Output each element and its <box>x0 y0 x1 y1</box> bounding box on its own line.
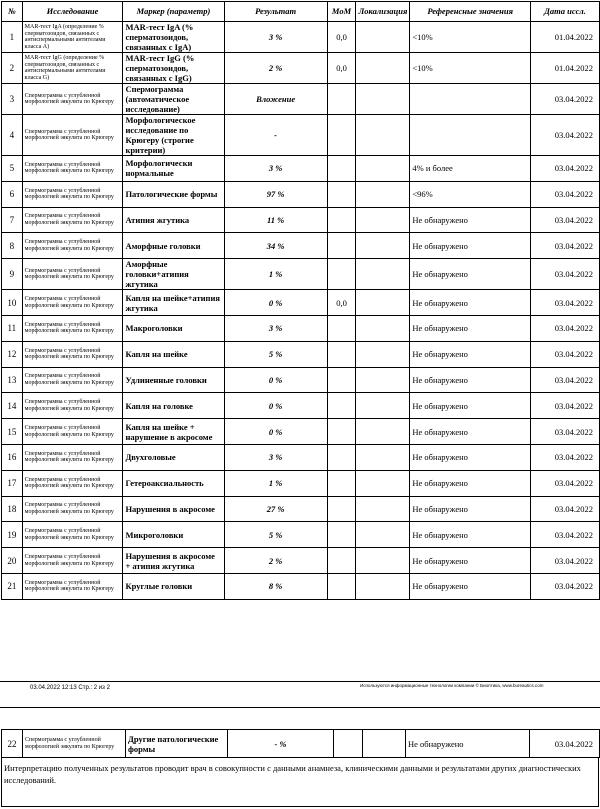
row-number: 12 <box>2 341 23 367</box>
row-study: Спермограмма с углубленной морфологией эякулята по Крюгеру <box>22 496 123 522</box>
row-reference: Не обнаружено <box>406 730 530 758</box>
header-result: Результат <box>224 2 327 22</box>
row-localization <box>356 84 410 115</box>
row-mom <box>327 419 356 445</box>
row-result: 0 % <box>224 290 327 316</box>
table-row <box>2 522 600 548</box>
row-localization <box>356 444 410 470</box>
row-study: Спермограмма с углубленной морфологией эякулята по Крюгеру <box>22 233 123 259</box>
interpretation-note: Интерпретацию полученных результатов проводит врач в совокупности с данными анамнеза, клиническими данными и результатами других диагностических исследований. <box>1 757 599 807</box>
row-localization <box>356 259 410 290</box>
row-marker: MAR-тест IgA (% сперматозоидов, связанных с IgA) <box>123 22 224 53</box>
table-row <box>2 290 600 316</box>
row-number: 9 <box>2 259 23 290</box>
row-study: Спермограмма с углубленной морфологией эякулята по Крюгеру <box>22 115 123 156</box>
row-result: 0 % <box>224 393 327 419</box>
row-result: 3 % <box>224 156 327 182</box>
table-row <box>2 548 600 574</box>
row-marker: Макроголовки <box>123 315 224 341</box>
row-result: - % <box>228 730 334 758</box>
row-result: 3 % <box>224 444 327 470</box>
row-number: 14 <box>2 393 23 419</box>
row-marker: Патологические формы <box>123 181 224 207</box>
row-result: 27 % <box>224 496 327 522</box>
row-reference: Не обнаружено <box>410 444 531 470</box>
row-mom <box>327 470 356 496</box>
row-mom <box>327 496 356 522</box>
row-marker: Атипия жгутика <box>123 207 224 233</box>
header-localization: Локализация <box>356 2 410 22</box>
row-date: 03.04.2022 <box>531 259 600 290</box>
header-marker: Маркер (параметр) <box>123 2 224 22</box>
row-localization <box>356 115 410 156</box>
row-localization <box>356 367 410 393</box>
header-reference: Референсные значения <box>410 2 531 22</box>
row-study: Спермограмма с углубленной морфологией эякулята по Крюгеру <box>22 444 123 470</box>
row-result: 1 % <box>224 470 327 496</box>
row-localization <box>356 181 410 207</box>
row-number: 13 <box>2 367 23 393</box>
row-marker: Спермограмма (автоматическое исследование) <box>123 84 224 115</box>
row-mom: 0,0 <box>327 53 356 84</box>
row-number: 8 <box>2 233 23 259</box>
table-row <box>2 84 600 115</box>
row-date: 03.04.2022 <box>531 444 600 470</box>
row-result: - <box>224 115 327 156</box>
row-mom <box>327 84 356 115</box>
row-reference: Не обнаружено <box>410 315 531 341</box>
row-number: 22 <box>2 730 23 758</box>
row-number: 20 <box>2 548 23 574</box>
row-date: 03.04.2022 <box>531 207 600 233</box>
row-study: Спермограмма с углубленной морфологией эякулята по Крюгеру <box>22 419 123 445</box>
row-result: 8 % <box>224 573 327 599</box>
page-divider <box>0 707 600 708</box>
row-result: 34 % <box>224 233 327 259</box>
row-date: 03.04.2022 <box>531 496 600 522</box>
row-number: 11 <box>2 315 23 341</box>
row-result: 2 % <box>224 53 327 84</box>
row-mom <box>327 573 356 599</box>
row-number: 3 <box>2 84 23 115</box>
table-row <box>2 53 600 84</box>
table-row <box>2 259 600 290</box>
row-localization <box>356 53 410 84</box>
row-study: Спермограмма с углубленной морфологией эякулята по Крюгеру <box>22 156 123 182</box>
row-date: 03.04.2022 <box>531 573 600 599</box>
row-reference: Не обнаружено <box>410 207 531 233</box>
row-date: 03.04.2022 <box>531 470 600 496</box>
row-study: Спермограмма с углубленной морфологией эякулята по Крюгеру <box>22 207 123 233</box>
row-study: Спермограмма с углубленной морфологией эякулята по Крюгеру <box>22 548 123 574</box>
row-date: 03.04.2022 <box>531 522 600 548</box>
row-localization <box>356 522 410 548</box>
row-mom: 0,0 <box>327 290 356 316</box>
row-mom <box>327 393 356 419</box>
table-row <box>2 233 600 259</box>
row-date: 03.04.2022 <box>531 548 600 574</box>
row-result: 0 % <box>224 419 327 445</box>
table-header <box>2 2 600 22</box>
row-study: Спермограмма с углубленной морфологией эякулята по Крюгеру <box>22 84 123 115</box>
row-marker: Аморфные головки <box>123 233 224 259</box>
row-localization <box>356 207 410 233</box>
row-study: Спермограмма с углубленной морфологией эякулята по Крюгеру <box>22 341 123 367</box>
row-reference: 4% и более <box>410 156 531 182</box>
row-localization <box>356 548 410 574</box>
row-reference <box>410 115 531 156</box>
row-number: 19 <box>2 522 23 548</box>
row-date: 03.04.2022 <box>531 341 600 367</box>
row-localization <box>356 22 410 53</box>
row-marker: Другие патологические формы <box>126 730 228 758</box>
row-reference: Не обнаружено <box>410 496 531 522</box>
row-localization <box>356 573 410 599</box>
row-marker: Капля на шейке <box>123 341 224 367</box>
row-reference: Не обнаружено <box>410 573 531 599</box>
row-reference: Не обнаружено <box>410 393 531 419</box>
row-reference: <96% <box>410 181 531 207</box>
row-result: 97 % <box>224 181 327 207</box>
row-study: Спермограмма с углубленной морфологией эякулята по Крюгеру <box>22 290 123 316</box>
row-marker: Двухголовые <box>123 444 224 470</box>
row-result: 5 % <box>224 341 327 367</box>
results-table <box>1 1 600 600</box>
row-result: 2 % <box>224 548 327 574</box>
row-number: 4 <box>2 115 23 156</box>
row-mom <box>327 115 356 156</box>
row-number: 18 <box>2 496 23 522</box>
table-row <box>2 341 600 367</box>
row-result: 0 % <box>224 367 327 393</box>
row-date: 03.04.2022 <box>531 315 600 341</box>
row-localization <box>356 419 410 445</box>
row-study: Спермограмма с углубленной морфологией эякулята по Крюгеру <box>23 730 126 758</box>
row-mom <box>327 444 356 470</box>
row-marker: Гетероаксиальность <box>123 470 224 496</box>
row-date: 03.04.2022 <box>531 181 600 207</box>
row-study: Спермограмма с углубленной морфологией эякулята по Крюгеру <box>22 573 123 599</box>
table-row <box>2 207 600 233</box>
row-marker: MAR-тест IgG (% сперматозоидов, связанных с IgG) <box>123 53 224 84</box>
row-marker: Аморфные головки+атипия жгутика <box>123 259 224 290</box>
row-date: 03.04.2022 <box>531 393 600 419</box>
table-row <box>2 181 600 207</box>
row-study: Спермограмма с углубленной морфологией эякулята по Крюгеру <box>22 315 123 341</box>
table-row <box>2 470 600 496</box>
print-info: 03.04.2022 12:13 Стр.: 2 из 2 <box>30 685 110 691</box>
row-result: 5 % <box>224 522 327 548</box>
page-footer <box>0 681 600 698</box>
row-study: Спермограмма с углубленной морфологией эякулята по Крюгеру <box>22 470 123 496</box>
table-row <box>2 730 600 758</box>
row-date: 03.04.2022 <box>530 730 600 758</box>
row-reference: Не обнаружено <box>410 419 531 445</box>
row-study: Спермограмма с углубленной морфологией эякулята по Крюгеру <box>22 522 123 548</box>
row-number: 6 <box>2 181 23 207</box>
row-localization <box>356 470 410 496</box>
row-localization <box>356 496 410 522</box>
row-number: 2 <box>2 53 23 84</box>
results-table-continued <box>1 729 600 758</box>
row-marker: Морфологически нормальные <box>123 156 224 182</box>
table-row <box>2 115 600 156</box>
table-row <box>2 393 600 419</box>
header-num: № <box>2 2 23 22</box>
row-date: 03.04.2022 <box>531 115 600 156</box>
row-number: 17 <box>2 470 23 496</box>
table-row <box>2 315 600 341</box>
row-result: 3 % <box>224 22 327 53</box>
table-row <box>2 573 600 599</box>
row-date: 03.04.2022 <box>531 156 600 182</box>
table-row <box>2 367 600 393</box>
row-mom <box>334 730 363 758</box>
row-marker: Нарушения в акросоме + атипия жгутика <box>123 548 224 574</box>
row-mom: 0,0 <box>327 22 356 53</box>
row-result: 3 % <box>224 315 327 341</box>
row-mom <box>327 548 356 574</box>
row-marker: Капля на шейке+атипия жгутика <box>123 290 224 316</box>
row-mom <box>327 522 356 548</box>
row-study: Спермограмма с углубленной морфологией эякулята по Крюгеру <box>22 367 123 393</box>
row-result: 11 % <box>224 207 327 233</box>
row-reference: <10% <box>410 22 531 53</box>
table-row <box>2 496 600 522</box>
row-reference: Не обнаружено <box>410 233 531 259</box>
row-study: Спермограмма с углубленной морфологией эякулята по Крюгеру <box>22 259 123 290</box>
row-localization <box>356 233 410 259</box>
row-date: 01.04.2022 <box>531 22 600 53</box>
header-date: Дата иссл. <box>531 2 600 22</box>
row-localization <box>356 341 410 367</box>
row-localization <box>356 315 410 341</box>
row-result: 1 % <box>224 259 327 290</box>
table-row <box>2 419 600 445</box>
row-marker: Капля на головке <box>123 393 224 419</box>
row-study: MAR-тест IgG (определение % сперматозоидов, связанных с антиспермальными антителами класса G) <box>22 53 123 84</box>
row-number: 1 <box>2 22 23 53</box>
row-marker: Микроголовки <box>123 522 224 548</box>
row-mom <box>327 233 356 259</box>
row-date: 01.04.2022 <box>531 53 600 84</box>
row-marker: Удлиненные головки <box>123 367 224 393</box>
row-reference: Не обнаружено <box>410 259 531 290</box>
row-number: 21 <box>2 573 23 599</box>
row-marker: Капля на шейке + нарушение в акросоме <box>123 419 224 445</box>
row-date: 03.04.2022 <box>531 367 600 393</box>
row-localization <box>363 730 406 758</box>
tech-notice: Используются информационные технологии компании © Биоптика, www.bureautics.com <box>360 683 544 688</box>
row-reference: Не обнаружено <box>410 290 531 316</box>
row-reference: Не обнаружено <box>410 522 531 548</box>
row-date: 03.04.2022 <box>531 419 600 445</box>
row-mom <box>327 156 356 182</box>
row-study: Спермограмма с углубленной морфологией эякулята по Крюгеру <box>22 393 123 419</box>
row-date: 03.04.2022 <box>531 233 600 259</box>
row-number: 15 <box>2 419 23 445</box>
row-marker: Нарушения в акросоме <box>123 496 224 522</box>
row-marker: Морфологическое исследование по Крюгеру (строгие критерии) <box>123 115 224 156</box>
row-reference: <10% <box>410 53 531 84</box>
row-mom <box>327 315 356 341</box>
row-reference <box>410 84 531 115</box>
row-reference: Не обнаружено <box>410 548 531 574</box>
row-date: 03.04.2022 <box>531 290 600 316</box>
header-study: Исследование <box>22 2 123 22</box>
row-mom <box>327 181 356 207</box>
row-mom <box>327 207 356 233</box>
row-localization <box>356 393 410 419</box>
row-localization <box>356 290 410 316</box>
table-row <box>2 156 600 182</box>
row-number: 7 <box>2 207 23 233</box>
row-reference: Не обнаружено <box>410 341 531 367</box>
row-marker: Круглые головки <box>123 573 224 599</box>
row-mom <box>327 367 356 393</box>
row-mom <box>327 341 356 367</box>
row-number: 5 <box>2 156 23 182</box>
table-row <box>2 22 600 53</box>
row-reference: Не обнаружено <box>410 367 531 393</box>
row-study: MAR-тест IgA (определение % сперматозоидов, связанных с антиспермальными антителами класса А) <box>22 22 123 53</box>
table-row <box>2 444 600 470</box>
row-localization <box>356 156 410 182</box>
row-date: 03.04.2022 <box>531 84 600 115</box>
row-mom <box>327 259 356 290</box>
row-study: Спермограмма с углубленной морфологией эякулята по Крюгеру <box>22 181 123 207</box>
header-mom: MoM <box>327 2 356 22</box>
row-number: 16 <box>2 444 23 470</box>
row-reference: Не обнаружено <box>410 470 531 496</box>
row-number: 10 <box>2 290 23 316</box>
row-result: Вложение <box>224 84 327 115</box>
